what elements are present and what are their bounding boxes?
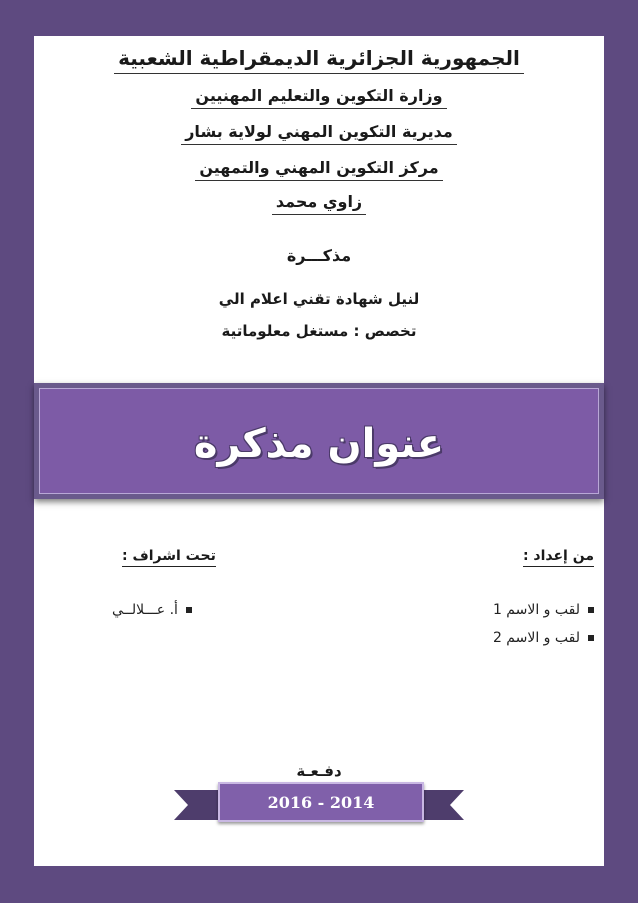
supervisors-list	[112, 596, 192, 624]
title-banner	[34, 383, 604, 499]
center-title: مركز التكوين المهني والتمهين	[34, 158, 604, 181]
republic-title: الجمهورية الجزائرية الديمقراطية الشعبية	[34, 46, 604, 74]
promotion-label: دفـعـة	[296, 762, 342, 780]
promotion-ribbon	[174, 782, 464, 832]
list-item	[493, 624, 594, 652]
directorate-title: مديرية التكوين المهني لولاية بشار	[34, 122, 604, 145]
student-name: لقب و الاسم 2	[492, 630, 580, 646]
center-name: زاوي محمد	[34, 192, 604, 215]
degree-line: لنيل شهادة تقني اعلام الي	[218, 290, 420, 308]
list-item	[493, 596, 594, 624]
specialty-line: تخصص : مستغل معلوماتية	[221, 322, 417, 340]
promotion-years: 2016 - 2014	[218, 782, 424, 822]
bullet-square-icon	[588, 635, 594, 641]
supervised-by-heading: تحت اشراف :	[122, 548, 216, 564]
title-banner-inner	[39, 388, 599, 494]
ministry-title: وزارة التكوين والتعليم المهنيين	[34, 86, 604, 109]
supervisor-name: أ. عـــلالــي	[112, 602, 178, 618]
memo-label: مذكـــرة	[286, 246, 352, 265]
prepared-by-heading: من إعداد :	[523, 548, 594, 564]
student-name: لقب و الاسم 1	[492, 602, 580, 618]
memo-title: عنوان مذكرة	[193, 421, 445, 467]
students-list	[493, 596, 594, 652]
cover-page	[34, 36, 604, 866]
bullet-square-icon	[588, 607, 594, 613]
list-item	[112, 596, 192, 624]
bullet-square-icon	[186, 607, 192, 613]
